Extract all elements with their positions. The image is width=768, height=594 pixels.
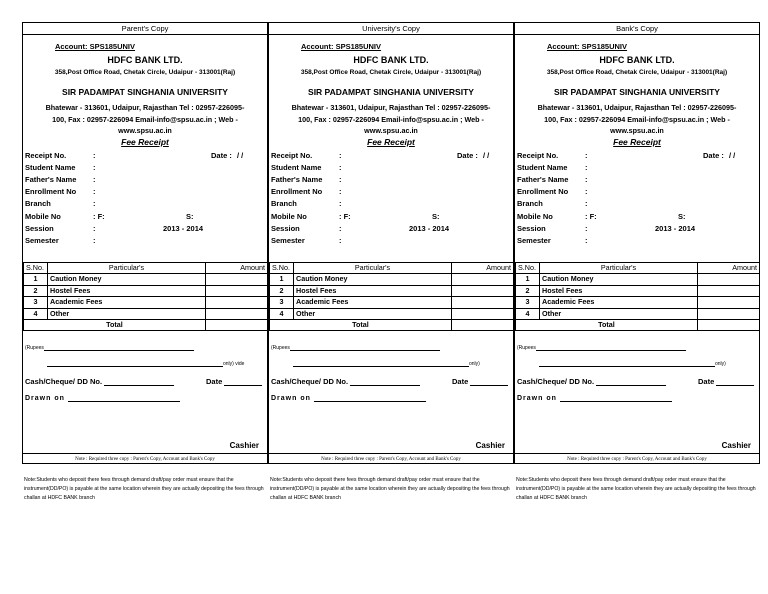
table-row — [24, 285, 268, 296]
branch-colon: : — [585, 199, 588, 208]
date-label: Date : — [457, 151, 478, 160]
fee-receipt-heading: Fee Receipt — [121, 137, 169, 147]
row-amount[interactable] — [452, 274, 514, 285]
receipt-no-colon: : — [585, 151, 588, 160]
university-address: Bhatewar - 313601, Udaipur, Rajasthan Tel : 02957-226095-100, Fax : 02957-226094 Email-info@spsu.ac.in ; Web - www.spsu.ac.in — [537, 103, 737, 135]
branch-label: Branch — [25, 199, 51, 208]
row-particular: Academic Fees — [294, 297, 452, 308]
date-field-label: Date — [698, 377, 715, 386]
deposit-note: Note:Students who deposit there fees through demand draft/pay order must ensure that the instrument(DD/PO) is payable at the same location wherein they are actually depositing the fees through challan at HDFC BANK branch — [24, 477, 264, 501]
row-amount[interactable] — [206, 274, 268, 285]
copy-title: Parent's Copy — [23, 23, 267, 35]
cashier-label: Cashier — [475, 441, 505, 450]
enrollment-no-label: Enrollment No — [25, 187, 77, 196]
session-value: 2013 - 2014 — [163, 224, 204, 233]
row-amount[interactable] — [206, 297, 268, 308]
enrollment-no-label: Enrollment No — [517, 187, 569, 196]
amount-words-line[interactable] — [293, 361, 480, 367]
account-number: Account: SPS185UNIV — [55, 42, 136, 51]
session-colon: : — [585, 224, 588, 233]
cash-cheque-field[interactable] — [271, 377, 420, 386]
semester-colon: : — [339, 236, 342, 245]
receipt-copy — [514, 22, 760, 464]
sno-header: S.No. — [24, 263, 48, 274]
row-sno: 2 — [516, 285, 540, 296]
total-label: Total — [270, 320, 452, 331]
particulars-header: Particular's — [540, 263, 698, 274]
bank-name: HDFC BANK LTD. — [107, 55, 183, 65]
total-label: Total — [24, 320, 206, 331]
copy-note: Note : Required three copy : Parent's Copy, Account and Bank's Copy — [23, 453, 267, 465]
bank-address: 358,Post Office Road, Chetak Circle, Udaipur - 313001(Raj) — [546, 69, 728, 76]
row-particular: Other — [294, 308, 452, 319]
drawn-on-label: Drawn on — [271, 395, 311, 402]
mobile-student: S: — [432, 212, 440, 221]
sno-header: S.No. — [270, 263, 294, 274]
fathers-name-colon: : — [585, 175, 588, 184]
row-amount[interactable] — [452, 285, 514, 296]
date-label: Date : — [211, 151, 232, 160]
table-row — [270, 285, 514, 296]
mobile-father: : F: — [339, 212, 351, 221]
copy-title: University's Copy — [269, 23, 513, 35]
cash-cheque-field[interactable] — [25, 377, 174, 386]
receipt-no-colon: : — [93, 151, 96, 160]
row-sno: 3 — [24, 297, 48, 308]
mobile-father: : F: — [585, 212, 597, 221]
row-amount[interactable] — [698, 297, 760, 308]
student-name-colon: : — [585, 163, 588, 172]
row-amount[interactable] — [698, 308, 760, 319]
rupees-field[interactable] — [517, 345, 686, 351]
session-value: 2013 - 2014 — [409, 224, 450, 233]
mobile-no-label: Mobile No — [25, 212, 61, 221]
mobile-no-label: Mobile No — [271, 212, 307, 221]
rupees-field[interactable] — [271, 345, 440, 351]
total-amount[interactable] — [698, 320, 760, 331]
row-amount[interactable] — [452, 297, 514, 308]
semester-label: Semester — [25, 236, 59, 245]
branch-label: Branch — [271, 199, 297, 208]
row-particular: Other — [48, 308, 206, 319]
student-name-label: Student Name — [271, 163, 322, 172]
table-row — [270, 274, 514, 285]
semester-colon: : — [585, 236, 588, 245]
date-label: Date : — [703, 151, 724, 160]
fathers-name-label: Father's Name — [25, 175, 77, 184]
date-field-label: Date — [452, 377, 469, 386]
drawn-on-label: Drawn on — [25, 395, 65, 402]
row-amount[interactable] — [206, 285, 268, 296]
amount-header: Amount — [452, 263, 514, 274]
rupees-label: (Rupees — [271, 345, 290, 351]
drawn-on-field[interactable] — [25, 395, 180, 402]
row-particular: Hostel Fees — [540, 285, 698, 296]
row-sno: 2 — [270, 285, 294, 296]
total-row — [516, 320, 760, 331]
rupees-label: (Rupees — [517, 345, 536, 351]
date-field[interactable] — [206, 377, 262, 386]
row-particular: Caution Money — [540, 274, 698, 285]
row-amount[interactable] — [698, 285, 760, 296]
row-particular: Academic Fees — [540, 297, 698, 308]
total-amount[interactable] — [206, 320, 268, 331]
deposit-note: Note:Students who deposit there fees through demand draft/pay order must ensure that the instrument(DD/PO) is payable at the same location wherein they are actually depositing the fees through challan at HDFC BANK branch — [270, 477, 510, 501]
fathers-name-colon: : — [339, 175, 342, 184]
enrollment-no-colon: : — [339, 187, 342, 196]
row-sno: 1 — [270, 274, 294, 285]
mobile-father: : F: — [93, 212, 105, 221]
receipt-no-label: Receipt No. — [271, 151, 313, 160]
total-amount[interactable] — [452, 320, 514, 331]
semester-label: Semester — [517, 236, 551, 245]
session-colon: : — [93, 224, 96, 233]
enrollment-no-colon: : — [93, 187, 96, 196]
fee-table — [515, 262, 760, 331]
enrollment-no-colon: : — [585, 187, 588, 196]
bank-name: HDFC BANK LTD. — [599, 55, 675, 65]
receipt-copy — [268, 22, 514, 464]
row-sno: 3 — [270, 297, 294, 308]
university-address: Bhatewar - 313601, Udaipur, Rajasthan Tel : 02957-226095-100, Fax : 02957-226094 Email-info@spsu.ac.in ; Web - www.spsu.ac.in — [291, 103, 491, 135]
cashier-label: Cashier — [721, 441, 751, 450]
only-label: only) vide — [223, 361, 245, 367]
student-name-colon: : — [93, 163, 96, 172]
amount-header: Amount — [698, 263, 760, 274]
row-sno: 2 — [24, 285, 48, 296]
row-particular: Caution Money — [48, 274, 206, 285]
mobile-no-label: Mobile No — [517, 212, 553, 221]
rupees-label: (Rupees — [25, 345, 44, 351]
university-name: SIR PADAMPAT SINGHANIA UNIVERSITY — [554, 87, 720, 97]
cash-cheque-label: Cash/Cheque/ DD No. — [25, 377, 103, 386]
university-name: SIR PADAMPAT SINGHANIA UNIVERSITY — [62, 87, 228, 97]
copy-note: Note : Required three copy : Parent's Copy, Account and Bank's Copy — [269, 453, 513, 465]
row-particular: Academic Fees — [48, 297, 206, 308]
amount-words-line[interactable] — [47, 361, 244, 367]
account-number: Account: SPS185UNIV — [301, 42, 382, 51]
fee-table — [269, 262, 514, 331]
university-address: Bhatewar - 313601, Udaipur, Rajasthan Tel : 02957-226095-100, Fax : 02957-226094 Email-info@spsu.ac.in ; Web - www.spsu.ac.in — [45, 103, 245, 135]
cash-cheque-label: Cash/Cheque/ DD No. — [271, 377, 349, 386]
drawn-on-field[interactable] — [517, 395, 672, 402]
copy-note: Note : Required three copy : Parent's Copy, Account and Bank's Copy — [515, 453, 759, 465]
session-label: Session — [25, 224, 54, 233]
table-row — [24, 274, 268, 285]
branch-colon: : — [93, 199, 96, 208]
university-name: SIR PADAMPAT SINGHANIA UNIVERSITY — [308, 87, 474, 97]
fathers-name-colon: : — [93, 175, 96, 184]
table-row — [270, 297, 514, 308]
student-name-label: Student Name — [517, 163, 568, 172]
amount-header: Amount — [206, 263, 268, 274]
total-label: Total — [516, 320, 698, 331]
row-particular: Hostel Fees — [48, 285, 206, 296]
mobile-student: S: — [678, 212, 686, 221]
row-sno: 4 — [270, 308, 294, 319]
enrollment-no-label: Enrollment No — [271, 187, 323, 196]
table-row — [516, 297, 760, 308]
row-particular: Other — [540, 308, 698, 319]
fathers-name-label: Father's Name — [271, 175, 323, 184]
deposit-note: Note:Students who deposit there fees through demand draft/pay order must ensure that the instrument(DD/PO) is payable at the same location wherein they are actually depositing the fees through challan at HDFC BANK branch — [516, 477, 756, 501]
drawn-on-field[interactable] — [271, 395, 426, 402]
row-amount[interactable] — [452, 308, 514, 319]
date-value: / / — [729, 151, 736, 160]
cash-cheque-field[interactable] — [517, 377, 666, 386]
receipt-no-colon: : — [339, 151, 342, 160]
bank-address: 358,Post Office Road, Chetak Circle, Udaipur - 313001(Raj) — [54, 69, 236, 76]
row-sno: 3 — [516, 297, 540, 308]
date-value: / / — [483, 151, 490, 160]
bank-address: 358,Post Office Road, Chetak Circle, Udaipur - 313001(Raj) — [300, 69, 482, 76]
session-colon: : — [339, 224, 342, 233]
date-field-label: Date — [206, 377, 223, 386]
date-field[interactable] — [698, 377, 754, 386]
mobile-student: S: — [186, 212, 194, 221]
fee-table — [23, 262, 268, 331]
particulars-header: Particular's — [48, 263, 206, 274]
table-row — [516, 308, 760, 319]
branch-label: Branch — [517, 199, 543, 208]
sno-header: S.No. — [516, 263, 540, 274]
session-label: Session — [271, 224, 300, 233]
table-row — [516, 274, 760, 285]
fathers-name-label: Father's Name — [517, 175, 569, 184]
row-particular: Caution Money — [294, 274, 452, 285]
row-amount[interactable] — [698, 274, 760, 285]
drawn-on-label: Drawn on — [517, 395, 557, 402]
date-value: / / — [237, 151, 244, 160]
receipt-copy — [22, 22, 268, 464]
receipt-no-label: Receipt No. — [517, 151, 559, 160]
only-label: only) — [469, 361, 480, 367]
table-row — [270, 308, 514, 319]
session-value: 2013 - 2014 — [655, 224, 696, 233]
student-name-colon: : — [339, 163, 342, 172]
row-sno: 1 — [24, 274, 48, 285]
row-particular: Hostel Fees — [294, 285, 452, 296]
bank-name: HDFC BANK LTD. — [353, 55, 429, 65]
receipt-no-label: Receipt No. — [25, 151, 67, 160]
row-amount[interactable] — [206, 308, 268, 319]
branch-colon: : — [339, 199, 342, 208]
amount-words-line[interactable] — [539, 361, 726, 367]
date-field[interactable] — [452, 377, 508, 386]
copy-title: Bank's Copy — [515, 23, 759, 35]
row-sno: 4 — [24, 308, 48, 319]
fee-receipt-heading: Fee Receipt — [613, 137, 661, 147]
particulars-header: Particular's — [294, 263, 452, 274]
cashier-label: Cashier — [229, 441, 259, 450]
table-row — [24, 297, 268, 308]
semester-colon: : — [93, 236, 96, 245]
semester-label: Semester — [271, 236, 305, 245]
table-row — [24, 308, 268, 319]
total-row — [270, 320, 514, 331]
rupees-field[interactable] — [25, 345, 194, 351]
account-number: Account: SPS185UNIV — [547, 42, 628, 51]
fee-receipt-heading: Fee Receipt — [367, 137, 415, 147]
row-sno: 1 — [516, 274, 540, 285]
table-row — [516, 285, 760, 296]
row-sno: 4 — [516, 308, 540, 319]
only-label: only) — [715, 361, 726, 367]
student-name-label: Student Name — [25, 163, 76, 172]
session-label: Session — [517, 224, 546, 233]
cash-cheque-label: Cash/Cheque/ DD No. — [517, 377, 595, 386]
total-row — [24, 320, 268, 331]
